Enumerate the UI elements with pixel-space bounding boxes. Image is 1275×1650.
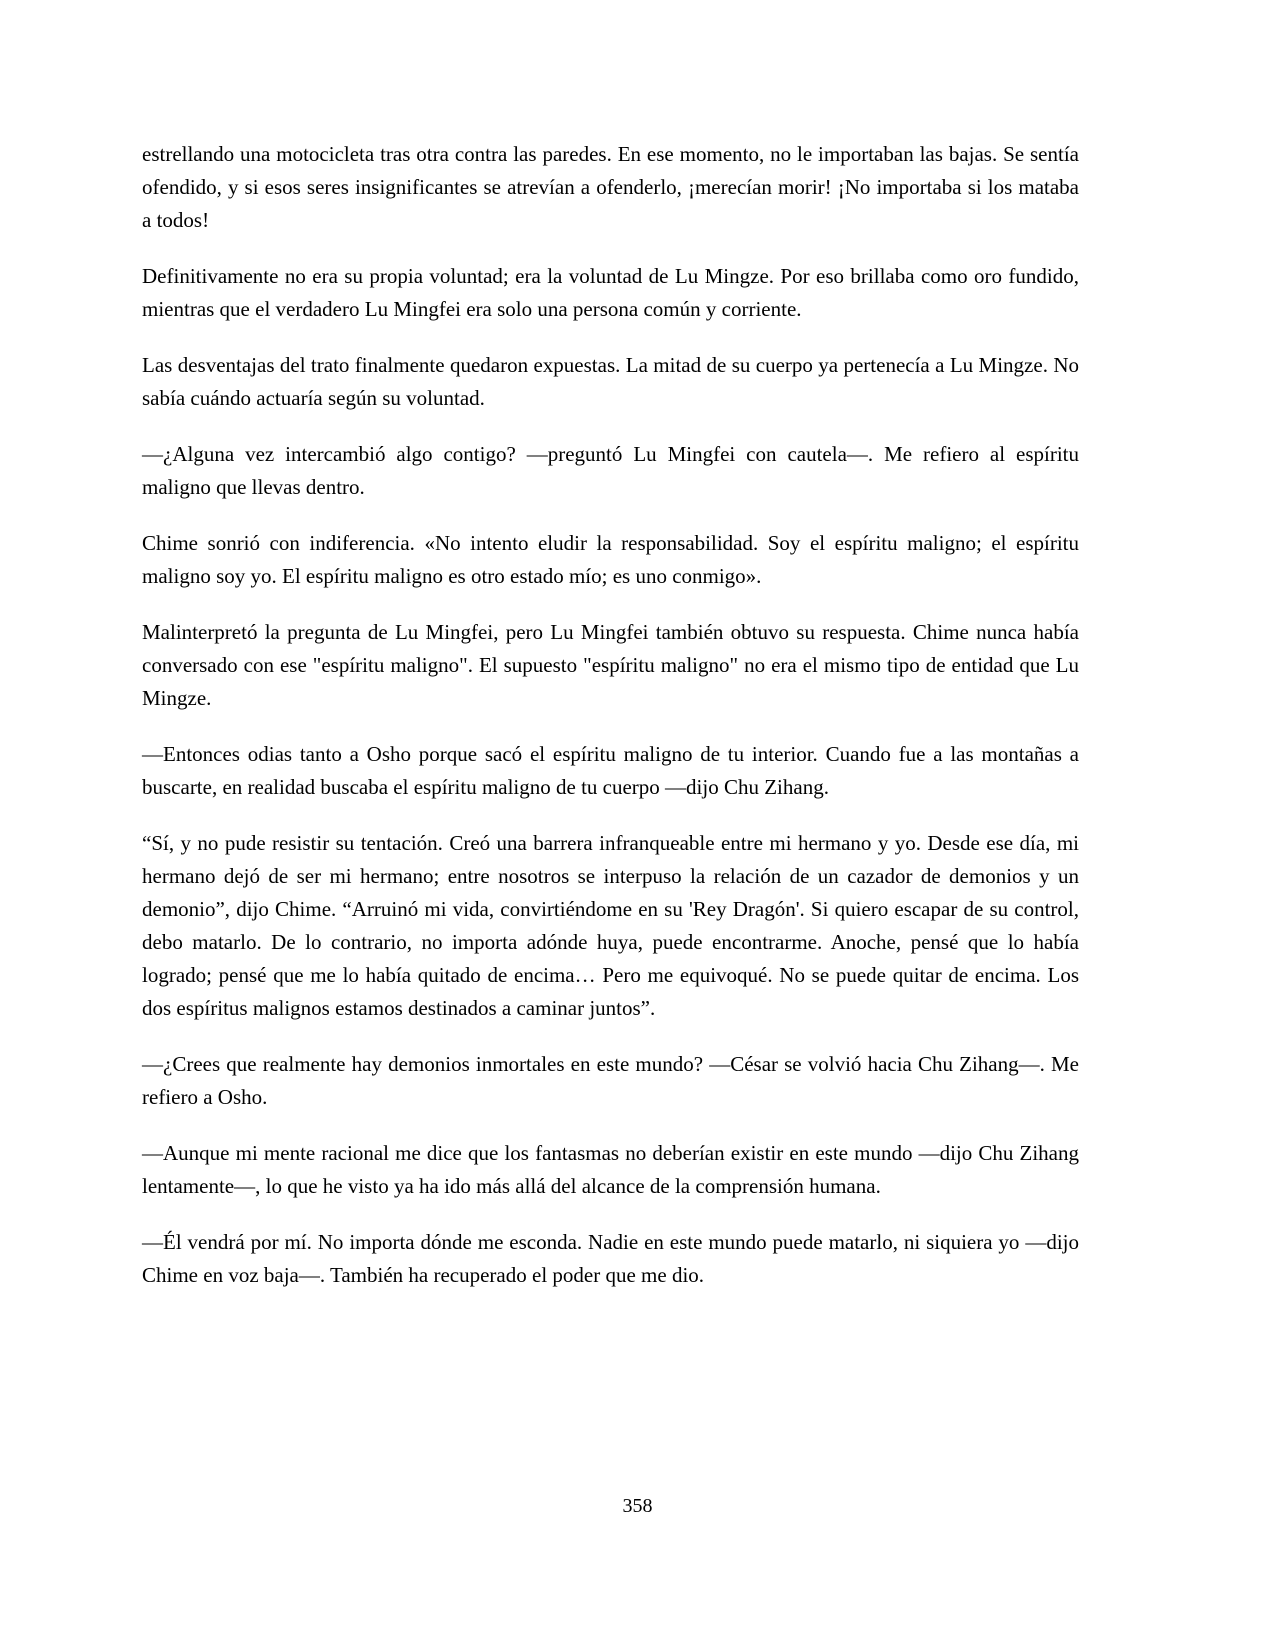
- paragraph: Chime sonrió con indiferencia. «No intento eludir la responsabilidad. Soy el espíritu maligno; el espíritu maligno soy yo. El espíritu maligno es otro estado mío; es uno conmigo».: [142, 531, 1079, 588]
- paragraph: estrellando una motocicleta tras otra contra las paredes. En ese momento, no le importaban las bajas. Se sentía ofendido, y si esos seres insignificantes se atrevían a ofenderlo, ¡merecían morir! ¡No importaba si los mataba a todos!: [142, 142, 1079, 232]
- paragraph: —Entonces odias tanto a Osho porque sacó el espíritu maligno de tu interior. Cuando fue a las montañas a buscarte, en realidad buscaba el espíritu maligno de tu cuerpo —dijo Chu Zihang.: [142, 742, 1079, 799]
- paragraph: Malinterpretó la pregunta de Lu Mingfei, pero Lu Mingfei también obtuvo su respuesta. Chime nunca había conversado con ese "espíritu maligno". El supuesto "espíritu maligno" no era el mismo tipo de entidad que Lu Mingze.: [142, 620, 1079, 710]
- paragraph: —¿Crees que realmente hay demonios inmortales en este mundo? —César se volvió hacia Chu Zihang—. Me refiero a Osho.: [142, 1052, 1079, 1109]
- paragraph: “Sí, y no pude resistir su tentación. Creó una barrera infranqueable entre mi hermano y yo. Desde ese día, mi hermano dejó de ser mi hermano; entre nosotros se interpuso la relación de un cazador de demonios y un demonio”, dijo Chime. “Arruinó mi vida, convirtiéndome en su 'Rey Dragón'. Si quiero escapar de su control, debo matarlo. De lo contrario, no importa adónde huya, puede encontrarme. Anoche, pensé que lo había logrado; pensé que me lo había quitado de encima… Pero me equivoqué. No se puede quitar de encima. Los dos espíritus malignos estamos destinados a caminar juntos”.: [142, 831, 1079, 1020]
- paragraph: Las desventajas del trato finalmente quedaron expuestas. La mitad de su cuerpo ya pertenecía a Lu Mingze. No sabía cuándo actuaría según su voluntad.: [142, 353, 1079, 410]
- paragraph: Definitivamente no era su propia voluntad; era la voluntad de Lu Mingze. Por eso brillaba como oro fundido, mientras que el verdadero Lu Mingfei era solo una persona común y corriente.: [142, 264, 1079, 321]
- page-number: 358: [622, 1495, 653, 1517]
- page-content: [142, 138, 1079, 1292]
- paragraph: —¿Alguna vez intercambió algo contigo? —preguntó Lu Mingfei con cautela—. Me refiero al espíritu maligno que llevas dentro.: [142, 442, 1079, 499]
- paragraph: —Él vendrá por mí. No importa dónde me esconda. Nadie en este mundo puede matarlo, ni siquiera yo —dijo Chime en voz baja—. También ha recuperado el poder que me dio.: [142, 1230, 1079, 1287]
- paragraph: —Aunque mi mente racional me dice que los fantasmas no deberían existir en este mundo —dijo Chu Zihang lentamente—, lo que he visto ya ha ido más allá del alcance de la comprensión humana.: [142, 1141, 1079, 1198]
